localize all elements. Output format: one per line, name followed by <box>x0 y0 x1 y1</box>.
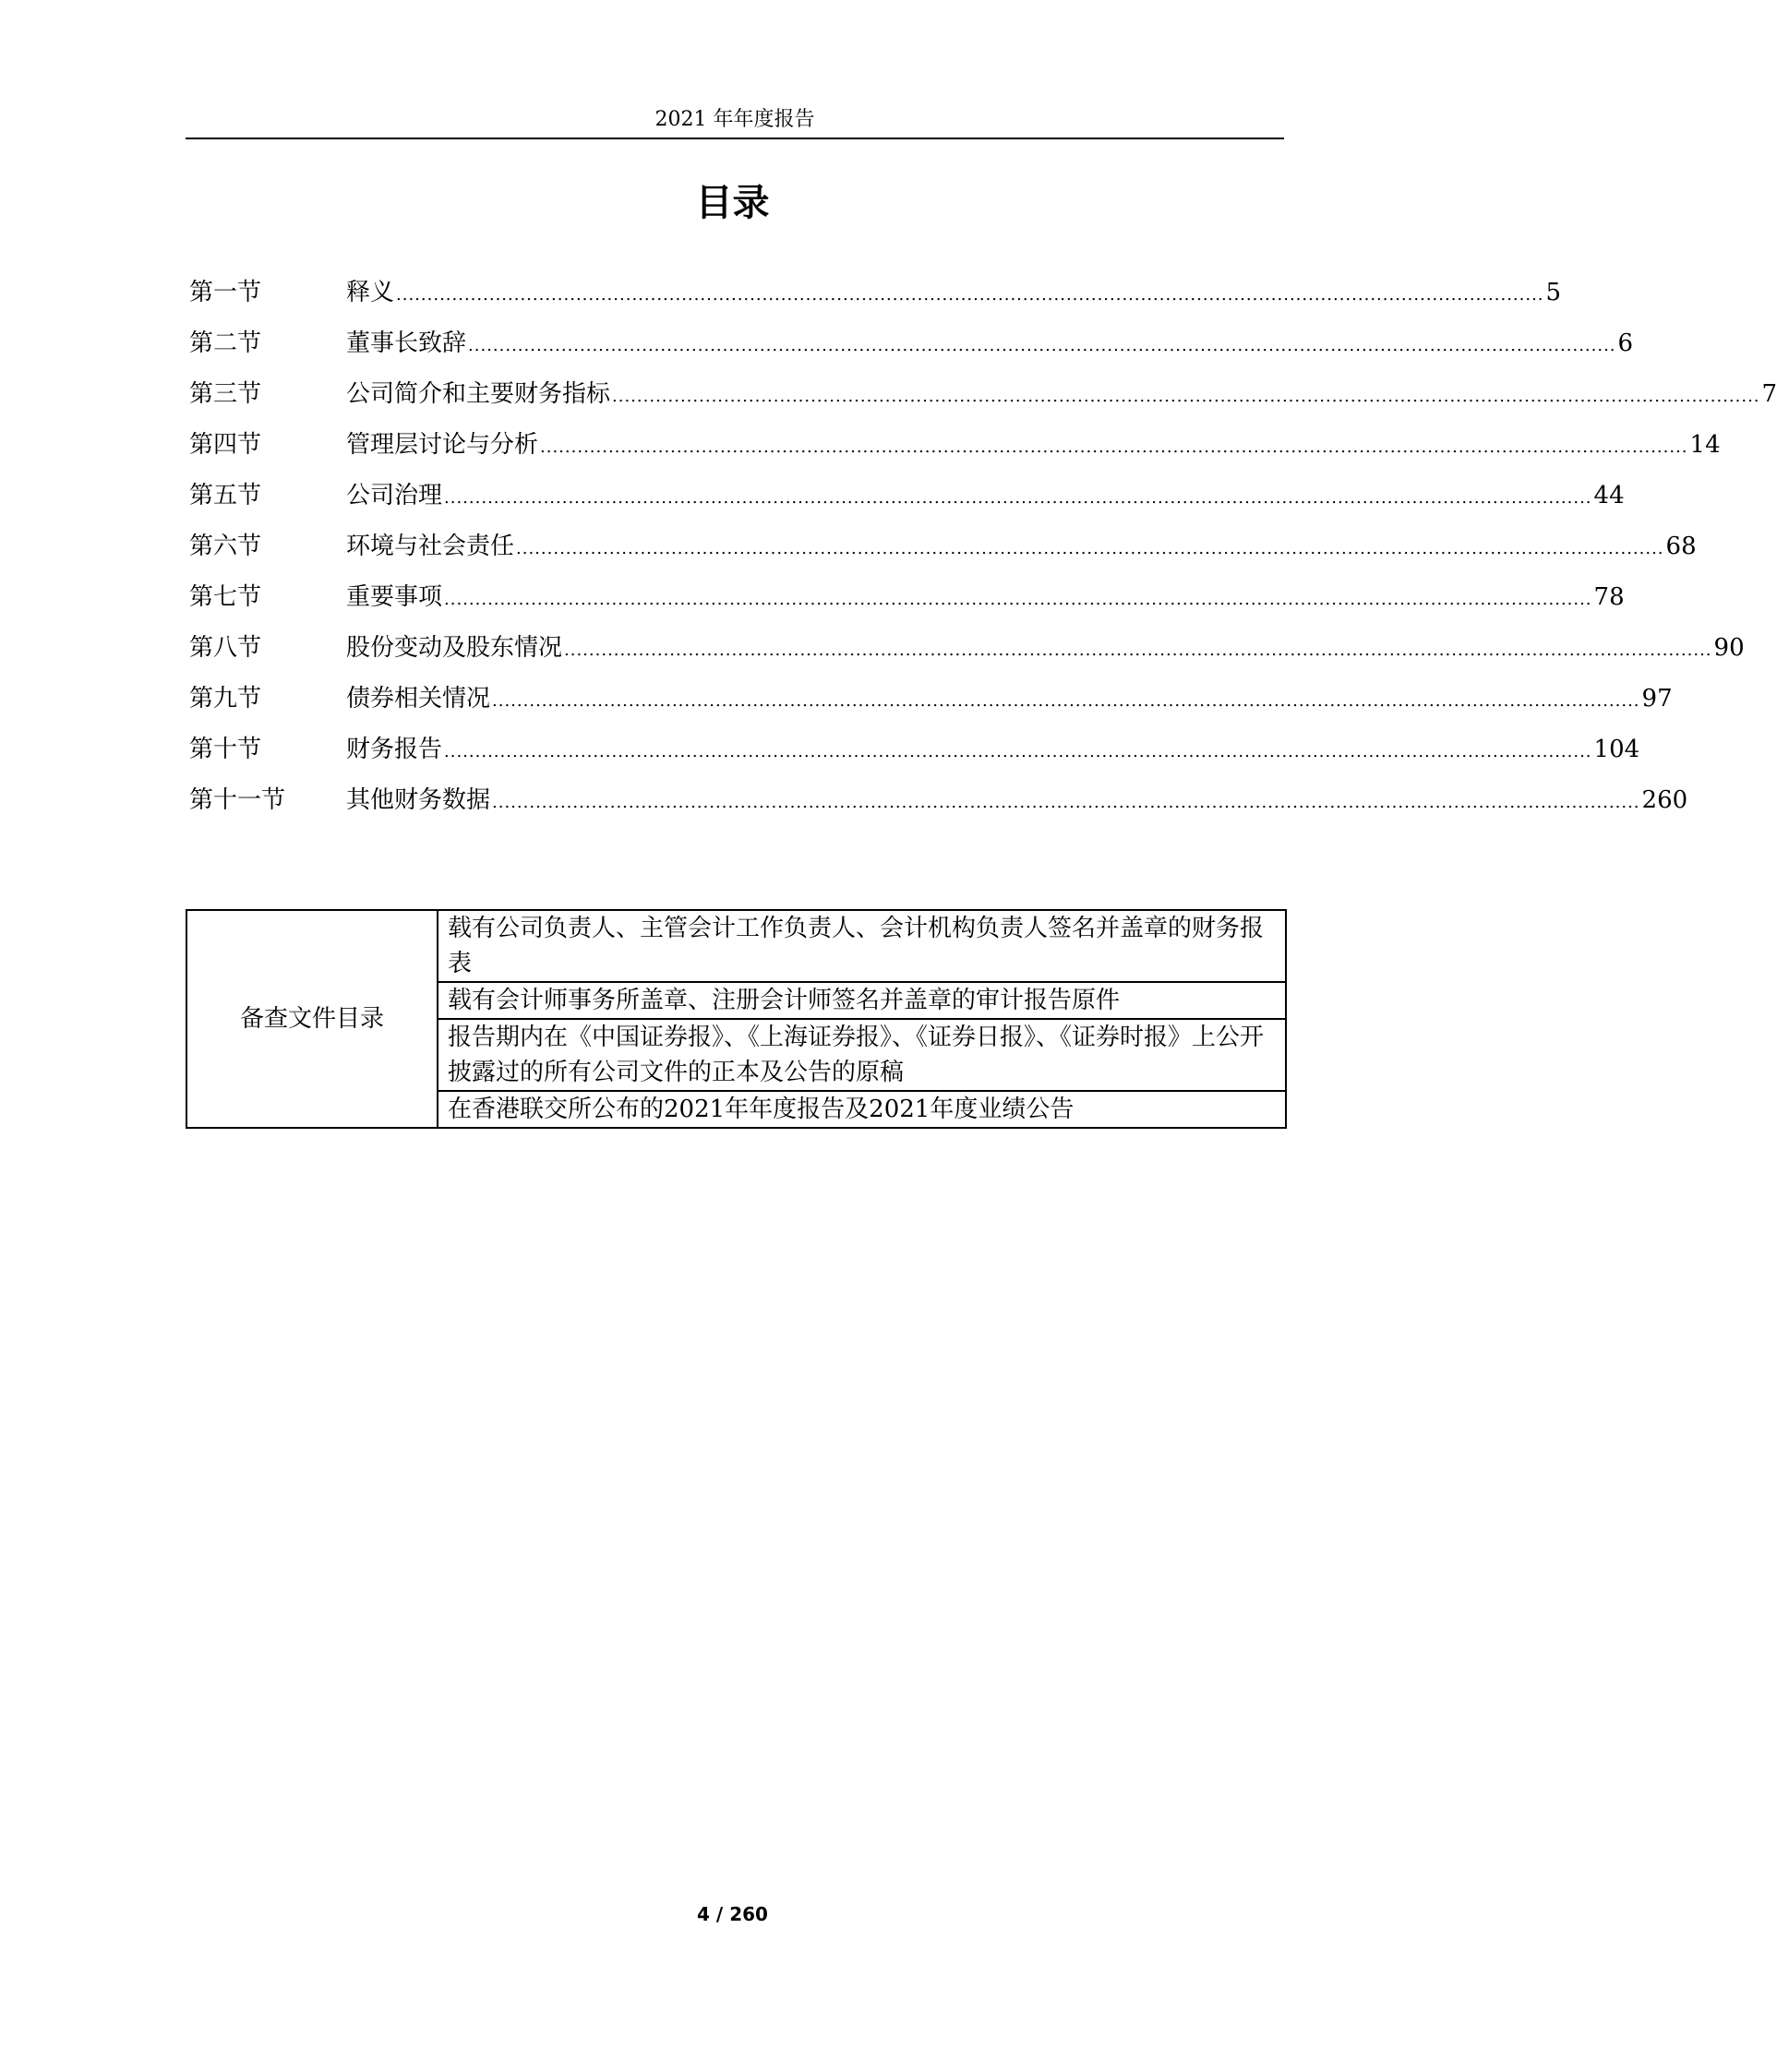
toc-section-title: 公司简介和主要财务指标 <box>346 380 611 408</box>
toc-section-number: 第五节 <box>189 482 262 509</box>
toc-section-title: 债券相关情况 <box>346 685 491 713</box>
toc-section-title: 释义 <box>346 279 395 306</box>
reference-item: 载有会计师事务所盖章、注册会计师签名并盖章的审计报告原件 <box>438 982 1286 1019</box>
toc-section-number: 第八节 <box>189 634 262 662</box>
toc-page-number: 14 <box>1689 431 1721 459</box>
toc-page-number: 7 <box>1761 380 1777 408</box>
toc-page-number: 104 <box>1593 736 1640 763</box>
toc-section-number: 第十一节 <box>189 786 286 814</box>
toc-dot-leader: ......................................................................................................................................................................................... <box>444 488 1592 508</box>
toc-page-number: 68 <box>1665 533 1697 560</box>
toc-entry[interactable] <box>189 725 1640 775</box>
reference-table-label: 备查文件目录 <box>186 910 438 1128</box>
toc-section-title: 管理层讨论与分析 <box>346 431 539 459</box>
table-of-contents <box>189 268 1777 826</box>
toc-entry[interactable] <box>189 572 1625 623</box>
toc-dot-leader: ......................................................................................................................................................................................... <box>612 387 1760 406</box>
toc-dot-leader: ......................................................................................................................................................................................... <box>492 691 1640 711</box>
toc-section-title: 公司治理 <box>346 482 443 509</box>
toc-section-number: 第七节 <box>189 583 262 611</box>
toc-entry[interactable] <box>189 674 1673 725</box>
toc-entry[interactable] <box>189 369 1777 420</box>
toc-dot-leader: ......................................................................................................................................................................................... <box>444 590 1592 609</box>
toc-dot-leader: ......................................................................................................................................................................................... <box>468 336 1616 355</box>
toc-page-number: 44 <box>1593 482 1625 509</box>
toc-section-number: 第二节 <box>189 329 262 357</box>
toc-page-number: 97 <box>1641 685 1673 713</box>
toc-entry[interactable] <box>189 623 1745 674</box>
page-number-footer: 4 / 260 <box>697 1903 768 1925</box>
toc-entry[interactable] <box>189 471 1625 521</box>
toc-dot-leader: ......................................................................................................................................................................................... <box>564 641 1712 660</box>
toc-page-number: 260 <box>1641 786 1688 814</box>
toc-section-number: 第十节 <box>189 736 262 763</box>
page-title: 目录 <box>695 182 770 224</box>
reference-item: 报告期内在《中国证券报》、《上海证券报》、《证券日报》、《证券时报》上公开披露过的所有公司文件的正本及公告的原稿 <box>438 1019 1286 1091</box>
toc-section-title: 财务报告 <box>346 736 443 763</box>
toc-section-number: 第六节 <box>189 533 262 560</box>
toc-dot-leader: ......................................................................................................................................................................................... <box>516 539 1664 558</box>
toc-entry[interactable] <box>189 268 1562 318</box>
toc-page-number: 5 <box>1545 279 1562 306</box>
reference-documents-table <box>186 909 1287 1129</box>
toc-entry[interactable] <box>189 775 1688 826</box>
toc-dot-leader: ......................................................................................................................................................................................... <box>396 285 1544 305</box>
toc-dot-leader: ......................................................................................................................................................................................... <box>444 742 1592 761</box>
toc-entry[interactable] <box>189 420 1721 471</box>
toc-page-number: 78 <box>1593 583 1625 611</box>
toc-section-number: 第九节 <box>189 685 262 713</box>
toc-page-number: 90 <box>1713 634 1745 662</box>
toc-section-title: 环境与社会责任 <box>346 533 515 560</box>
reference-item: 在香港联交所公布的2021年年度报告及2021年度业绩公告 <box>438 1091 1286 1128</box>
toc-section-title: 股份变动及股东情况 <box>346 634 563 662</box>
toc-entry[interactable] <box>189 318 1634 369</box>
running-header: 2021 年年度报告 <box>654 108 815 131</box>
toc-section-title: 其他财务数据 <box>346 786 491 814</box>
toc-dot-leader: ......................................................................................................................................................................................... <box>492 793 1640 812</box>
header-rule <box>186 138 1284 139</box>
toc-dot-leader: ......................................................................................................................................................................................... <box>540 437 1688 457</box>
toc-section-title: 董事长致辞 <box>346 329 467 357</box>
toc-section-number: 第三节 <box>189 380 262 408</box>
toc-entry[interactable] <box>189 521 1697 572</box>
toc-section-number: 第四节 <box>189 431 262 459</box>
toc-page-number: 6 <box>1617 329 1634 357</box>
toc-section-number: 第一节 <box>189 279 262 306</box>
toc-section-title: 重要事项 <box>346 583 443 611</box>
reference-item: 载有公司负责人、主管会计工作负责人、会计机构负责人签名并盖章的财务报表 <box>438 910 1286 982</box>
